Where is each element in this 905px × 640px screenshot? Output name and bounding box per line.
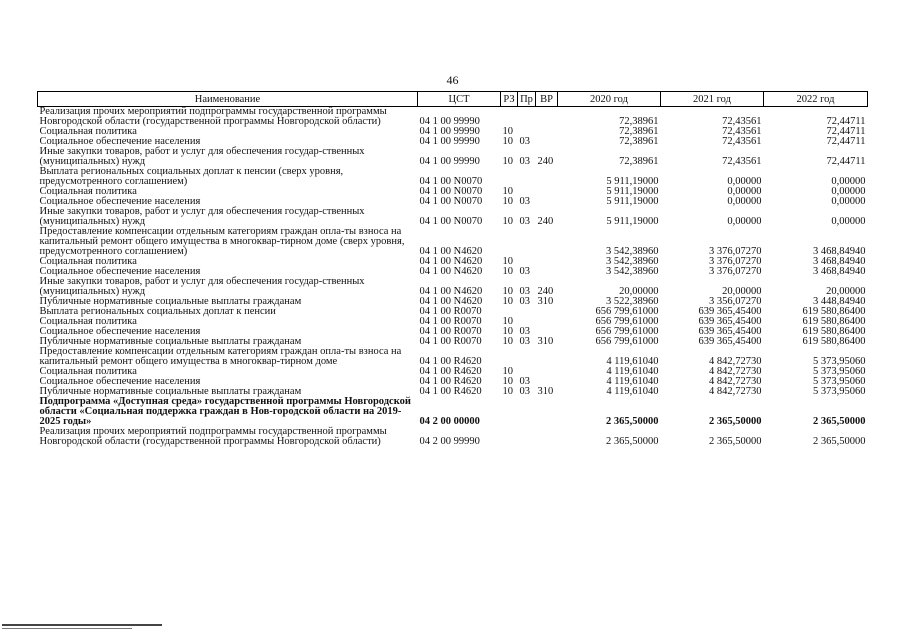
cell-y2020: 656 799,61000 xyxy=(595,336,659,347)
cell-y2021: 4 842,72730 xyxy=(709,356,762,367)
table-row xyxy=(38,277,868,297)
cell-y2020: 3 522,38960 xyxy=(606,296,659,307)
cell-rz xyxy=(501,167,518,187)
cell-cst: 04 1 00 N0070 xyxy=(419,196,483,207)
cell-y2020: 656 799,61000 xyxy=(595,326,659,337)
cell-pr xyxy=(518,307,536,317)
cell-rz: 10 xyxy=(502,316,513,327)
cell-y2020: 3 542,38960 xyxy=(606,246,659,257)
cell-y2021: 3 376,07270 xyxy=(709,246,762,257)
cell-y2021: 3 376,07270 xyxy=(709,256,762,267)
cell-y2022: 20,00000 xyxy=(826,286,866,297)
cell-rz xyxy=(501,347,518,367)
cell-y2022: 619 580,86400 xyxy=(802,336,866,347)
cell-y2022: 619 580,86400 xyxy=(802,326,866,337)
cell-cst: 04 2 00 00000 xyxy=(419,416,480,427)
cell-y2020: 5 911,19000 xyxy=(606,186,659,197)
cell-cst: 04 1 00 N4620 xyxy=(419,296,483,307)
cell-cst: 04 1 00 99990 xyxy=(419,156,480,167)
cell-pr xyxy=(518,107,536,128)
cell-pr: 03 xyxy=(519,296,530,307)
cell-cst: 04 1 00 99990 xyxy=(419,136,480,147)
cell-y2021: 0,00000 xyxy=(727,176,762,187)
cell-vr: 310 xyxy=(537,336,554,347)
cell-y2020: 5 911,19000 xyxy=(606,176,659,187)
cell-rz: 10 xyxy=(502,256,513,267)
cell-rz: 10 xyxy=(502,376,513,387)
cell-y2020: 2 365,50000 xyxy=(606,416,659,427)
cell-y2022: 5 373,95060 xyxy=(813,366,866,377)
cell-rz xyxy=(501,227,518,257)
cell-pr: 03 xyxy=(519,336,530,347)
cell-vr xyxy=(536,167,558,187)
cell-vr xyxy=(536,127,558,137)
cell-cst: 04 1 00 R4620 xyxy=(419,356,482,367)
cell-pr: 03 xyxy=(519,196,530,207)
cell-rz: 10 xyxy=(502,326,513,337)
cell-pr xyxy=(518,427,536,447)
table-row xyxy=(38,347,868,367)
cell-vr xyxy=(536,137,558,147)
cell-cst: 04 1 00 N0070 xyxy=(419,216,483,227)
cell-y2021: 3 356,07270 xyxy=(709,296,762,307)
footer-rule-secondary xyxy=(2,628,132,629)
cell-y2022: 5 373,95060 xyxy=(813,376,866,387)
cell-cst: 04 1 00 R0070 xyxy=(419,306,482,317)
cell-y2020: 5 911,19000 xyxy=(606,216,659,227)
cell-name: Реализация прочих мероприятий подпрограммы государственной программы Новгородской области (государственной программы Новгородской области) xyxy=(39,426,387,447)
cell-name: Предоставление компенсации отдельным категориям граждан опла-ты взноса на капитальный ремонт общего имущества в многоквар-тирном доме (сверх уровня, предусмотренного соглашением) xyxy=(39,226,405,257)
cell-rz xyxy=(501,427,518,447)
cell-y2022: 3 448,84940 xyxy=(813,296,866,307)
cell-y2021: 2 365,50000 xyxy=(709,436,762,447)
cell-rz: 10 xyxy=(502,216,513,227)
cell-pr: 03 xyxy=(519,216,530,227)
cell-y2022: 619 580,86400 xyxy=(802,316,866,327)
cell-y2021: 4 842,72730 xyxy=(709,366,762,377)
cell-y2021: 72,43561 xyxy=(722,156,762,167)
cell-y2020: 656 799,61000 xyxy=(595,316,659,327)
cell-pr: 03 xyxy=(519,286,530,297)
cell-name: Публичные нормативные социальные выплаты гражданам xyxy=(39,336,302,347)
page-number: 46 xyxy=(446,73,459,87)
cell-name: Социальное обеспечение населения xyxy=(39,376,201,387)
cell-rz: 10 xyxy=(502,366,513,377)
table-row xyxy=(38,227,868,257)
cell-vr xyxy=(536,397,558,427)
cell-vr: 310 xyxy=(537,386,554,397)
table-row xyxy=(38,427,868,447)
cell-cst: 04 1 00 R4620 xyxy=(419,366,482,377)
cell-name: Социальная политика xyxy=(39,256,137,267)
cell-cst: 04 1 00 R0070 xyxy=(419,326,482,337)
cell-name: Выплата региональных социальных доплат к пенсии xyxy=(39,306,276,317)
cell-rz xyxy=(501,107,518,128)
cell-vr xyxy=(536,317,558,327)
cell-y2020: 72,38961 xyxy=(619,116,659,127)
cell-y2021: 72,43561 xyxy=(722,126,762,137)
cell-vr xyxy=(536,267,558,277)
table-row xyxy=(38,107,868,128)
header-name: Наименование xyxy=(38,92,418,107)
cell-cst: 04 1 00 R4620 xyxy=(419,376,482,387)
cell-y2020: 72,38961 xyxy=(619,156,659,167)
cell-vr: 310 xyxy=(537,296,554,307)
cell-rz: 10 xyxy=(502,336,513,347)
cell-name: Иные закупки товаров, работ и услуг для обеспечения государ-ственных (муниципальных) нужд xyxy=(39,146,365,167)
header-pr: Пр xyxy=(518,92,536,107)
cell-pr xyxy=(518,167,536,187)
cell-rz: 10 xyxy=(502,126,513,137)
cell-vr xyxy=(536,257,558,267)
cell-name: Публичные нормативные социальные выплаты гражданам xyxy=(39,386,302,397)
cell-y2020: 4 119,61040 xyxy=(606,366,659,377)
table-row xyxy=(38,207,868,227)
cell-y2022: 72,44711 xyxy=(826,136,866,147)
cell-y2021: 0,00000 xyxy=(727,216,762,227)
cell-y2021: 72,43561 xyxy=(722,116,762,127)
cell-name: Социальное обеспечение населения xyxy=(39,266,201,277)
cell-vr xyxy=(536,187,558,197)
header-rz: РЗ xyxy=(501,92,518,107)
cell-y2020: 20,00000 xyxy=(619,286,659,297)
cell-y2022: 5 373,95060 xyxy=(813,356,866,367)
cell-y2021: 4 842,72730 xyxy=(709,386,762,397)
cell-y2022: 2 365,50000 xyxy=(813,416,866,427)
cell-vr: 240 xyxy=(537,156,554,167)
cell-y2020: 656 799,61000 xyxy=(595,306,659,317)
table-row xyxy=(38,167,868,187)
budget-table xyxy=(37,91,868,447)
table-row xyxy=(38,147,868,167)
cell-vr xyxy=(536,367,558,377)
cell-pr: 03 xyxy=(519,376,530,387)
cell-cst: 04 1 00 N0070 xyxy=(419,176,483,187)
cell-name: Предоставление компенсации отдельным категориям граждан опла-ты взноса на капитальный ремонт общего имущества в многоквар-тирном доме xyxy=(39,346,402,367)
cell-pr: 03 xyxy=(519,266,530,277)
cell-vr: 240 xyxy=(537,286,554,297)
cell-name: Иные закупки товаров, работ и услуг для обеспечения государ-ственных (муниципальных) нужд xyxy=(39,276,365,297)
cell-y2022: 5 373,95060 xyxy=(813,386,866,397)
cell-y2022: 3 468,84940 xyxy=(813,246,866,257)
cell-cst: 04 1 00 R4620 xyxy=(419,386,482,397)
header-cst: ЦСТ xyxy=(418,92,501,107)
cell-rz: 10 xyxy=(502,296,513,307)
cell-name: Социальная политика xyxy=(39,186,137,197)
cell-name: Публичные нормативные социальные выплаты гражданам xyxy=(39,296,302,307)
cell-cst: 04 1 00 N4620 xyxy=(419,246,483,257)
cell-y2021: 20,00000 xyxy=(722,286,762,297)
cell-y2022: 3 468,84940 xyxy=(813,266,866,277)
cell-name: Социальное обеспечение населения xyxy=(39,196,201,207)
cell-pr: 03 xyxy=(519,156,530,167)
cell-y2022: 0,00000 xyxy=(831,186,866,197)
cell-name: Иные закупки товаров, работ и услуг для обеспечения государ-ственных (муниципальных) нужд xyxy=(39,206,365,227)
header-2020: 2020 год xyxy=(558,92,661,107)
cell-name: Социальное обеспечение населения xyxy=(39,136,201,147)
cell-y2020: 4 119,61040 xyxy=(606,356,659,367)
header-2021: 2021 год xyxy=(661,92,764,107)
cell-cst: 04 1 00 99990 xyxy=(419,116,480,127)
cell-y2022: 3 468,84940 xyxy=(813,256,866,267)
cell-y2020: 2 365,50000 xyxy=(606,436,659,447)
cell-y2022: 72,44711 xyxy=(826,116,866,127)
cell-y2020: 5 911,19000 xyxy=(606,196,659,207)
cell-y2020: 3 542,38960 xyxy=(606,266,659,277)
cell-pr xyxy=(518,227,536,257)
cell-y2021: 639 365,45400 xyxy=(698,336,762,347)
cell-rz: 10 xyxy=(502,186,513,197)
cell-rz: 10 xyxy=(502,286,513,297)
cell-name: Подпрограмма «Доступная среда» государственной программы Новгородской области «Социальная поддержка граждан в Нов-городской области на 2019-2025 годы» xyxy=(39,396,411,427)
header-vr: ВР xyxy=(536,92,558,107)
cell-vr xyxy=(536,307,558,317)
cell-rz: 10 xyxy=(502,156,513,167)
cell-y2022: 72,44711 xyxy=(826,156,866,167)
cell-vr xyxy=(536,227,558,257)
cell-y2022: 0,00000 xyxy=(831,196,866,207)
cell-name: Социальная политика xyxy=(39,316,137,327)
cell-y2022: 2 365,50000 xyxy=(813,436,866,447)
cell-vr: 240 xyxy=(537,216,554,227)
cell-pr: 03 xyxy=(519,386,530,397)
cell-cst: 04 1 00 R0070 xyxy=(419,336,482,347)
cell-cst: 04 1 00 N4620 xyxy=(419,266,483,277)
cell-y2020: 3 542,38960 xyxy=(606,256,659,267)
cell-vr xyxy=(536,197,558,207)
cell-y2021: 639 365,45400 xyxy=(698,306,762,317)
cell-cst: 04 1 00 R0070 xyxy=(419,316,482,327)
cell-vr xyxy=(536,427,558,447)
cell-vr xyxy=(536,107,558,128)
cell-name: Социальная политика xyxy=(39,126,137,137)
cell-y2020: 72,38961 xyxy=(619,126,659,137)
cell-vr xyxy=(536,347,558,367)
cell-cst: 04 1 00 N4620 xyxy=(419,286,483,297)
cell-y2021: 0,00000 xyxy=(727,196,762,207)
cell-y2021: 2 365,50000 xyxy=(709,416,762,427)
cell-y2022: 72,44711 xyxy=(826,126,866,137)
cell-name: Выплата региональных социальных доплат к пенсии (сверх уровня, предусмотренного соглашением) xyxy=(39,166,344,187)
cell-rz: 10 xyxy=(502,266,513,277)
cell-cst: 04 2 00 99990 xyxy=(419,436,480,447)
cell-name: Социальное обеспечение населения xyxy=(39,326,201,337)
cell-rz xyxy=(501,397,518,427)
cell-pr xyxy=(518,347,536,367)
cell-y2021: 3 376,07270 xyxy=(709,266,762,277)
table-row xyxy=(38,397,868,427)
cell-cst: 04 1 00 99990 xyxy=(419,126,480,137)
cell-pr: 03 xyxy=(519,326,530,337)
cell-y2021: 0,00000 xyxy=(727,186,762,197)
cell-name: Социальная политика xyxy=(39,366,137,377)
table-body xyxy=(38,107,868,448)
cell-y2021: 72,43561 xyxy=(722,136,762,147)
header-2022: 2022 год xyxy=(764,92,868,107)
cell-cst: 04 1 00 N0070 xyxy=(419,186,483,197)
cell-y2020: 4 119,61040 xyxy=(606,386,659,397)
footer-rule xyxy=(2,624,162,626)
cell-pr xyxy=(518,397,536,427)
cell-y2022: 0,00000 xyxy=(831,216,866,227)
cell-y2021: 639 365,45400 xyxy=(698,326,762,337)
cell-cst: 04 1 00 N4620 xyxy=(419,256,483,267)
cell-y2021: 4 842,72730 xyxy=(709,376,762,387)
table-header-row xyxy=(38,92,868,107)
cell-rz: 10 xyxy=(502,386,513,397)
cell-y2020: 4 119,61040 xyxy=(606,376,659,387)
cell-y2022: 619 580,86400 xyxy=(802,306,866,317)
cell-pr: 03 xyxy=(519,136,530,147)
cell-rz: 10 xyxy=(502,196,513,207)
cell-rz: 10 xyxy=(502,136,513,147)
cell-y2022: 0,00000 xyxy=(831,176,866,187)
cell-y2020: 72,38961 xyxy=(619,136,659,147)
cell-name: Реализация прочих мероприятий подпрограммы государственной программы Новгородской области (государственной программы Новгородской области) xyxy=(39,106,387,127)
cell-y2021: 639 365,45400 xyxy=(698,316,762,327)
